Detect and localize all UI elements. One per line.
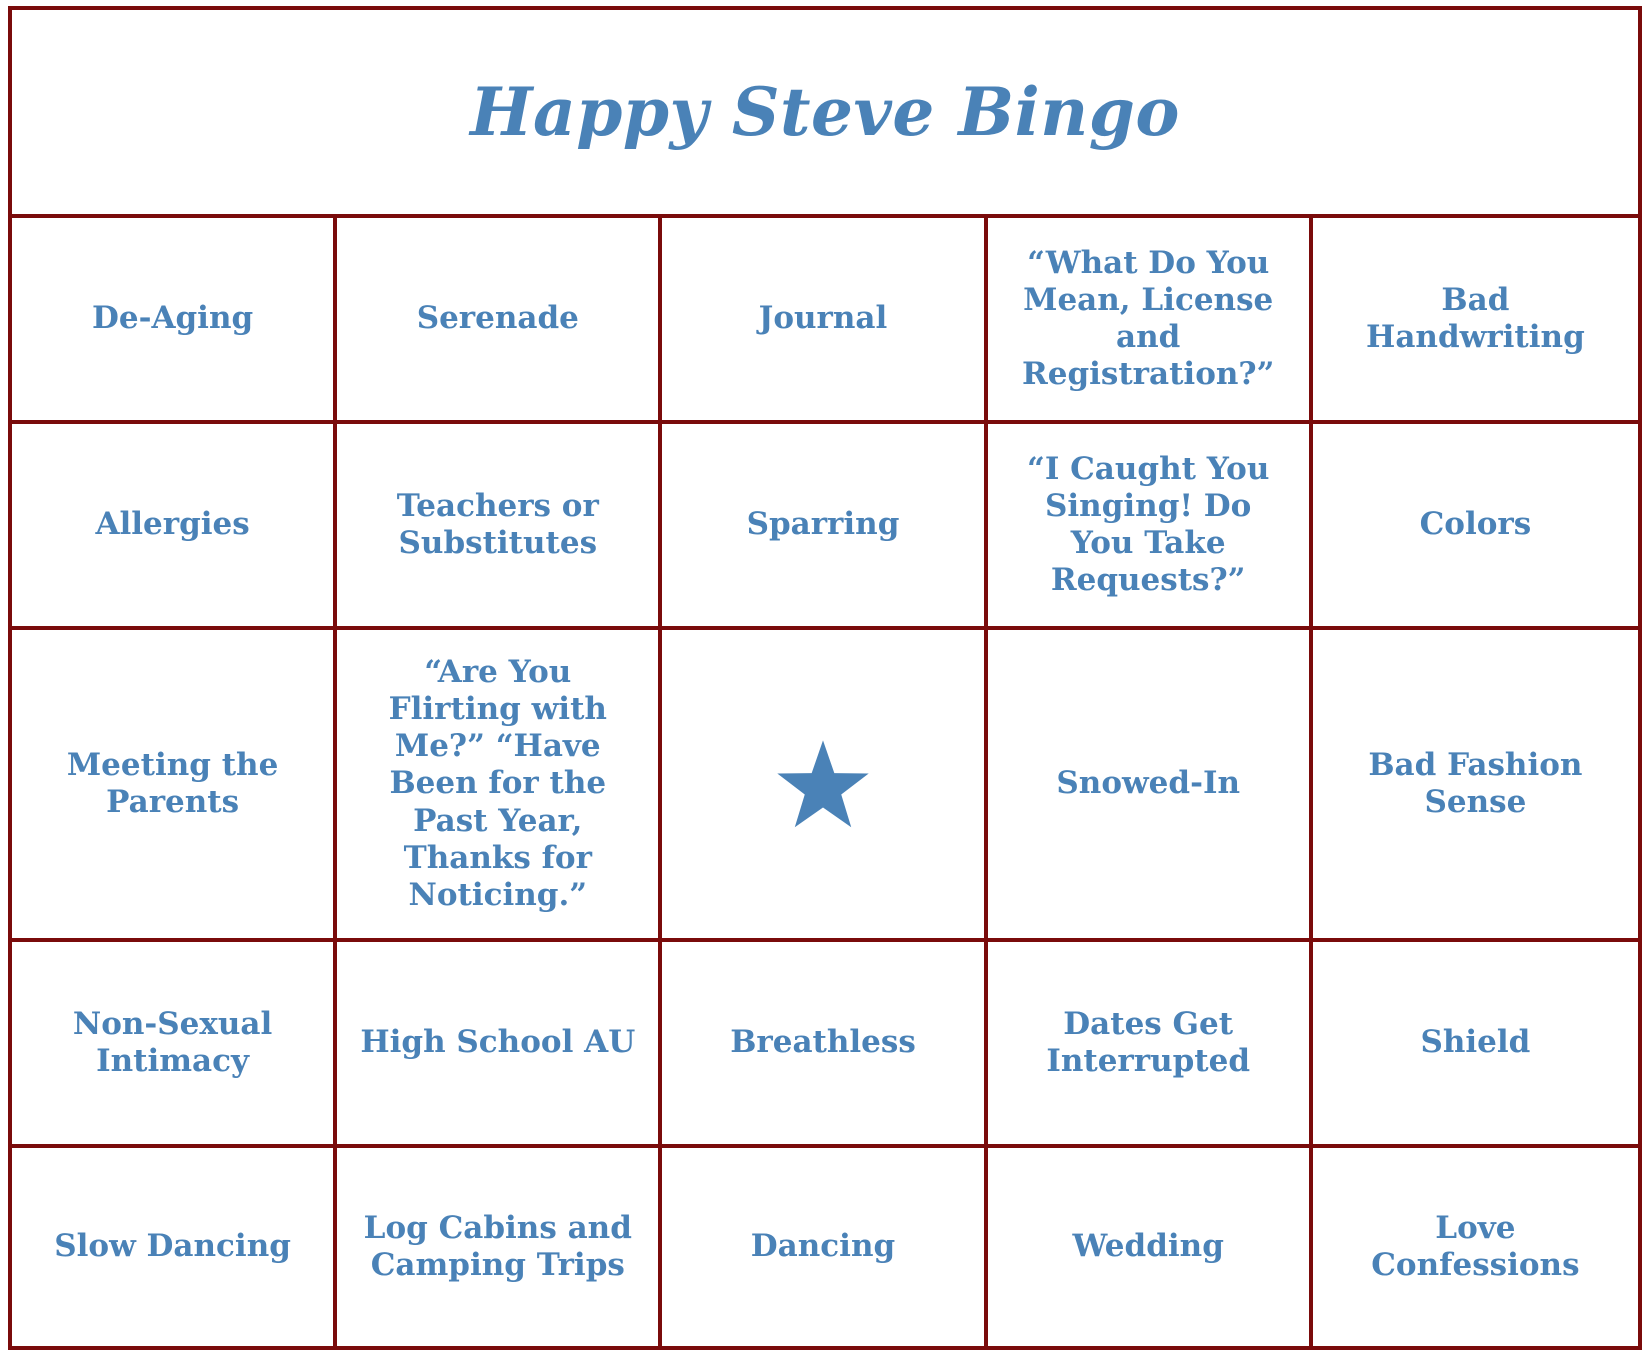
bingo-cell: Log Cabins and Camping Trips: [337, 1148, 662, 1346]
bingo-cell: “Are You Flirting with Me?” “Have Been for the Past Year, Thanks for Noticing.”: [337, 630, 662, 942]
board-title: Happy Steve Bingo: [470, 73, 1180, 151]
bingo-cell: Love Confessions: [1371, 1209, 1580, 1283]
bingo-cell: Journal: [662, 218, 987, 424]
bingo-cell: Wedding: [988, 1148, 1313, 1346]
bingo-cell: High School AU: [337, 942, 662, 1148]
bingo-cell: De-Aging: [12, 218, 337, 424]
bingo-grid: [12, 218, 1638, 1346]
bingo-cell: Meeting the Parents: [12, 630, 337, 942]
bingo-cell: Breathless: [662, 942, 987, 1148]
bingo-cell: Bad Handwriting: [1313, 218, 1638, 424]
free-space-cell: [662, 630, 987, 942]
bingo-cell: Shield: [1313, 942, 1638, 1148]
star-shape: [777, 740, 868, 827]
bingo-cell: Snowed-In: [988, 630, 1313, 942]
board-header: [12, 10, 1638, 218]
bingo-cell: Sparring: [662, 424, 987, 630]
star-icon: [775, 738, 871, 830]
bingo-cell: Non-Sexual Intimacy: [12, 942, 337, 1148]
bingo-cell: Dancing: [662, 1148, 987, 1346]
bingo-cell: Slow Dancing: [12, 1148, 337, 1346]
bingo-cell: “What Do You Mean, License and Registration?”: [988, 218, 1313, 424]
bingo-cell: “I Caught You Singing! Do You Take Requests?”: [988, 424, 1313, 630]
bingo-cell: Colors: [1313, 424, 1638, 630]
bingo-cell: Dates Get Interrupted: [988, 942, 1313, 1148]
bingo-cell: Teachers or Substitutes: [337, 424, 662, 630]
bingo-cell: Serenade: [337, 218, 662, 424]
bingo-board: [8, 6, 1642, 1350]
bingo-cell: Bad Fashion Sense: [1313, 630, 1638, 942]
bingo-cell: Allergies: [12, 424, 337, 630]
